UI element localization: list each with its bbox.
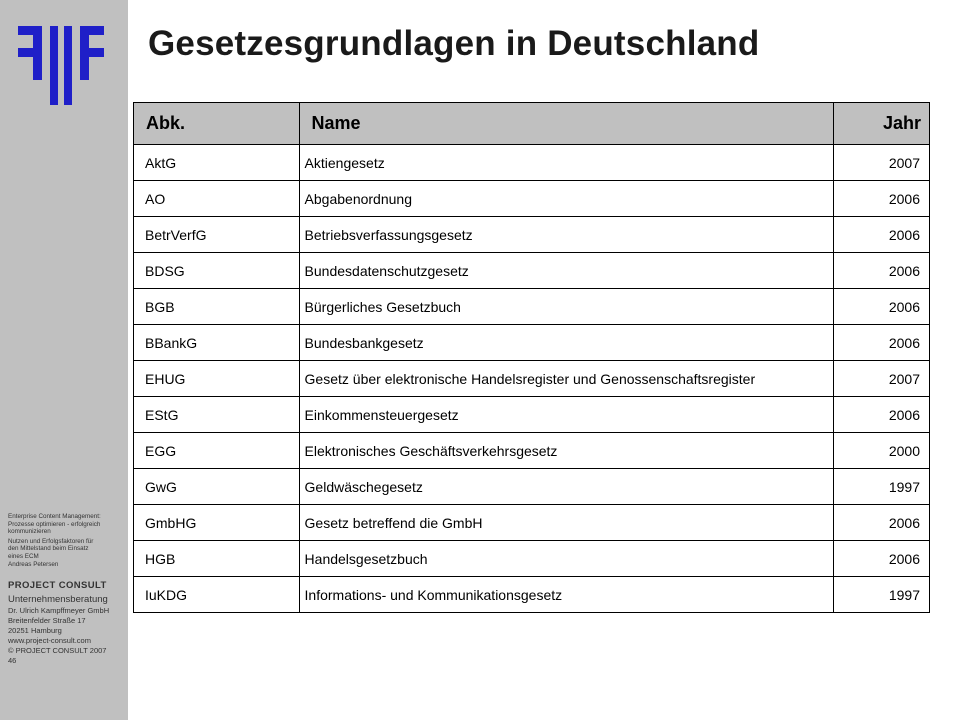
- table-row: [134, 505, 930, 541]
- company-name: PROJECT CONSULT: [8, 580, 107, 592]
- table-row: [134, 253, 930, 289]
- table-row: [134, 181, 930, 217]
- cell-jahr: 2007: [834, 145, 930, 181]
- cell-jahr: 2006: [834, 325, 930, 361]
- header-abk: Abk.: [134, 103, 300, 145]
- cell-abk: AktG: [134, 145, 300, 181]
- table-row: [134, 469, 930, 505]
- presentation-subtitle-line: eines ECM: [8, 552, 39, 560]
- cell-abk: IuKDG: [134, 577, 300, 613]
- table-row: [134, 541, 930, 577]
- cell-abk: BGB: [134, 289, 300, 325]
- page-number: 46: [8, 656, 17, 666]
- table-row: [134, 361, 930, 397]
- table-row: [134, 145, 930, 181]
- sidebar: [0, 0, 128, 720]
- header-name: Name: [299, 103, 834, 145]
- cell-abk: HGB: [134, 541, 300, 577]
- presentation-subtitle-line: Nutzen und Erfolgsfaktoren für: [8, 537, 94, 545]
- cell-name: Elektronisches Geschäftsverkehrsgesetz: [299, 433, 834, 469]
- company-street: Breitenfelder Straße 17: [8, 616, 86, 626]
- table-body: [134, 145, 930, 613]
- company-website: www.project-consult.com: [8, 636, 91, 646]
- cell-name: Geldwäschegesetz: [299, 469, 834, 505]
- cell-jahr: 1997: [834, 577, 930, 613]
- cell-name: Aktiengesetz: [299, 145, 834, 181]
- cell-name: Handelsgesetzbuch: [299, 541, 834, 577]
- cell-jahr: 2006: [834, 289, 930, 325]
- cell-jahr: 2006: [834, 505, 930, 541]
- cell-jahr: 2006: [834, 541, 930, 577]
- cell-abk: GwG: [134, 469, 300, 505]
- cell-jahr: 1997: [834, 469, 930, 505]
- table-row: [134, 577, 930, 613]
- cell-abk: BetrVerfG: [134, 217, 300, 253]
- cell-abk: EGG: [134, 433, 300, 469]
- cell-jahr: 2006: [834, 397, 930, 433]
- cell-name: Gesetz über elektronische Handelsregister und Genossenschaftsregister: [299, 361, 834, 397]
- cell-name: Bundesdatenschutzgesetz: [299, 253, 834, 289]
- company-subtitle: Unternehmensberatung: [8, 594, 108, 606]
- copyright: © PROJECT CONSULT 2007: [8, 646, 107, 656]
- page-title: Gesetzesgrundlagen in Deutschland: [148, 24, 760, 63]
- cell-jahr: 2006: [834, 253, 930, 289]
- table-row: [134, 397, 930, 433]
- company-owner: Dr. Ulrich Kampffmeyer GmbH: [8, 606, 110, 616]
- cell-name: Einkommensteuergesetz: [299, 397, 834, 433]
- cell-abk: EStG: [134, 397, 300, 433]
- law-table: [133, 102, 930, 613]
- cell-name: Gesetz betreffend die GmbH: [299, 505, 834, 541]
- cell-name: Betriebsverfassungsgesetz: [299, 217, 834, 253]
- table-header-row: [134, 103, 930, 145]
- presentation-title-line: kommunizieren: [8, 528, 51, 536]
- table-row: [134, 433, 930, 469]
- cell-name: Bundesbankgesetz: [299, 325, 834, 361]
- cell-abk: GmbHG: [134, 505, 300, 541]
- cell-name: Bürgerliches Gesetzbuch: [299, 289, 834, 325]
- cell-abk: EHUG: [134, 361, 300, 397]
- presentation-title-line: Enterprise Content Management:: [8, 513, 101, 520]
- cell-jahr: 2006: [834, 181, 930, 217]
- cell-jahr: 2006: [834, 217, 930, 253]
- cell-name: Informations- und Kommunikationsgesetz: [299, 577, 834, 613]
- cell-abk: BDSG: [134, 253, 300, 289]
- presentation-subtitle-line: den Mittelstand beim Einsatz: [8, 545, 89, 553]
- presentation-title-line: Prozesse optimieren - erfolgreich: [8, 520, 101, 528]
- cell-jahr: 2007: [834, 361, 930, 397]
- cell-name: Abgabenordnung: [299, 181, 834, 217]
- cell-abk: BBankG: [134, 325, 300, 361]
- company-city: 20251 Hamburg: [8, 626, 62, 636]
- table-row: [134, 289, 930, 325]
- cell-abk: AO: [134, 181, 300, 217]
- header-jahr: Jahr: [834, 103, 930, 145]
- table-row: [134, 325, 930, 361]
- table-row: [134, 217, 930, 253]
- cell-jahr: 2000: [834, 433, 930, 469]
- sidebar-info: [8, 513, 126, 666]
- author-name: Andreas Petersen: [8, 560, 59, 568]
